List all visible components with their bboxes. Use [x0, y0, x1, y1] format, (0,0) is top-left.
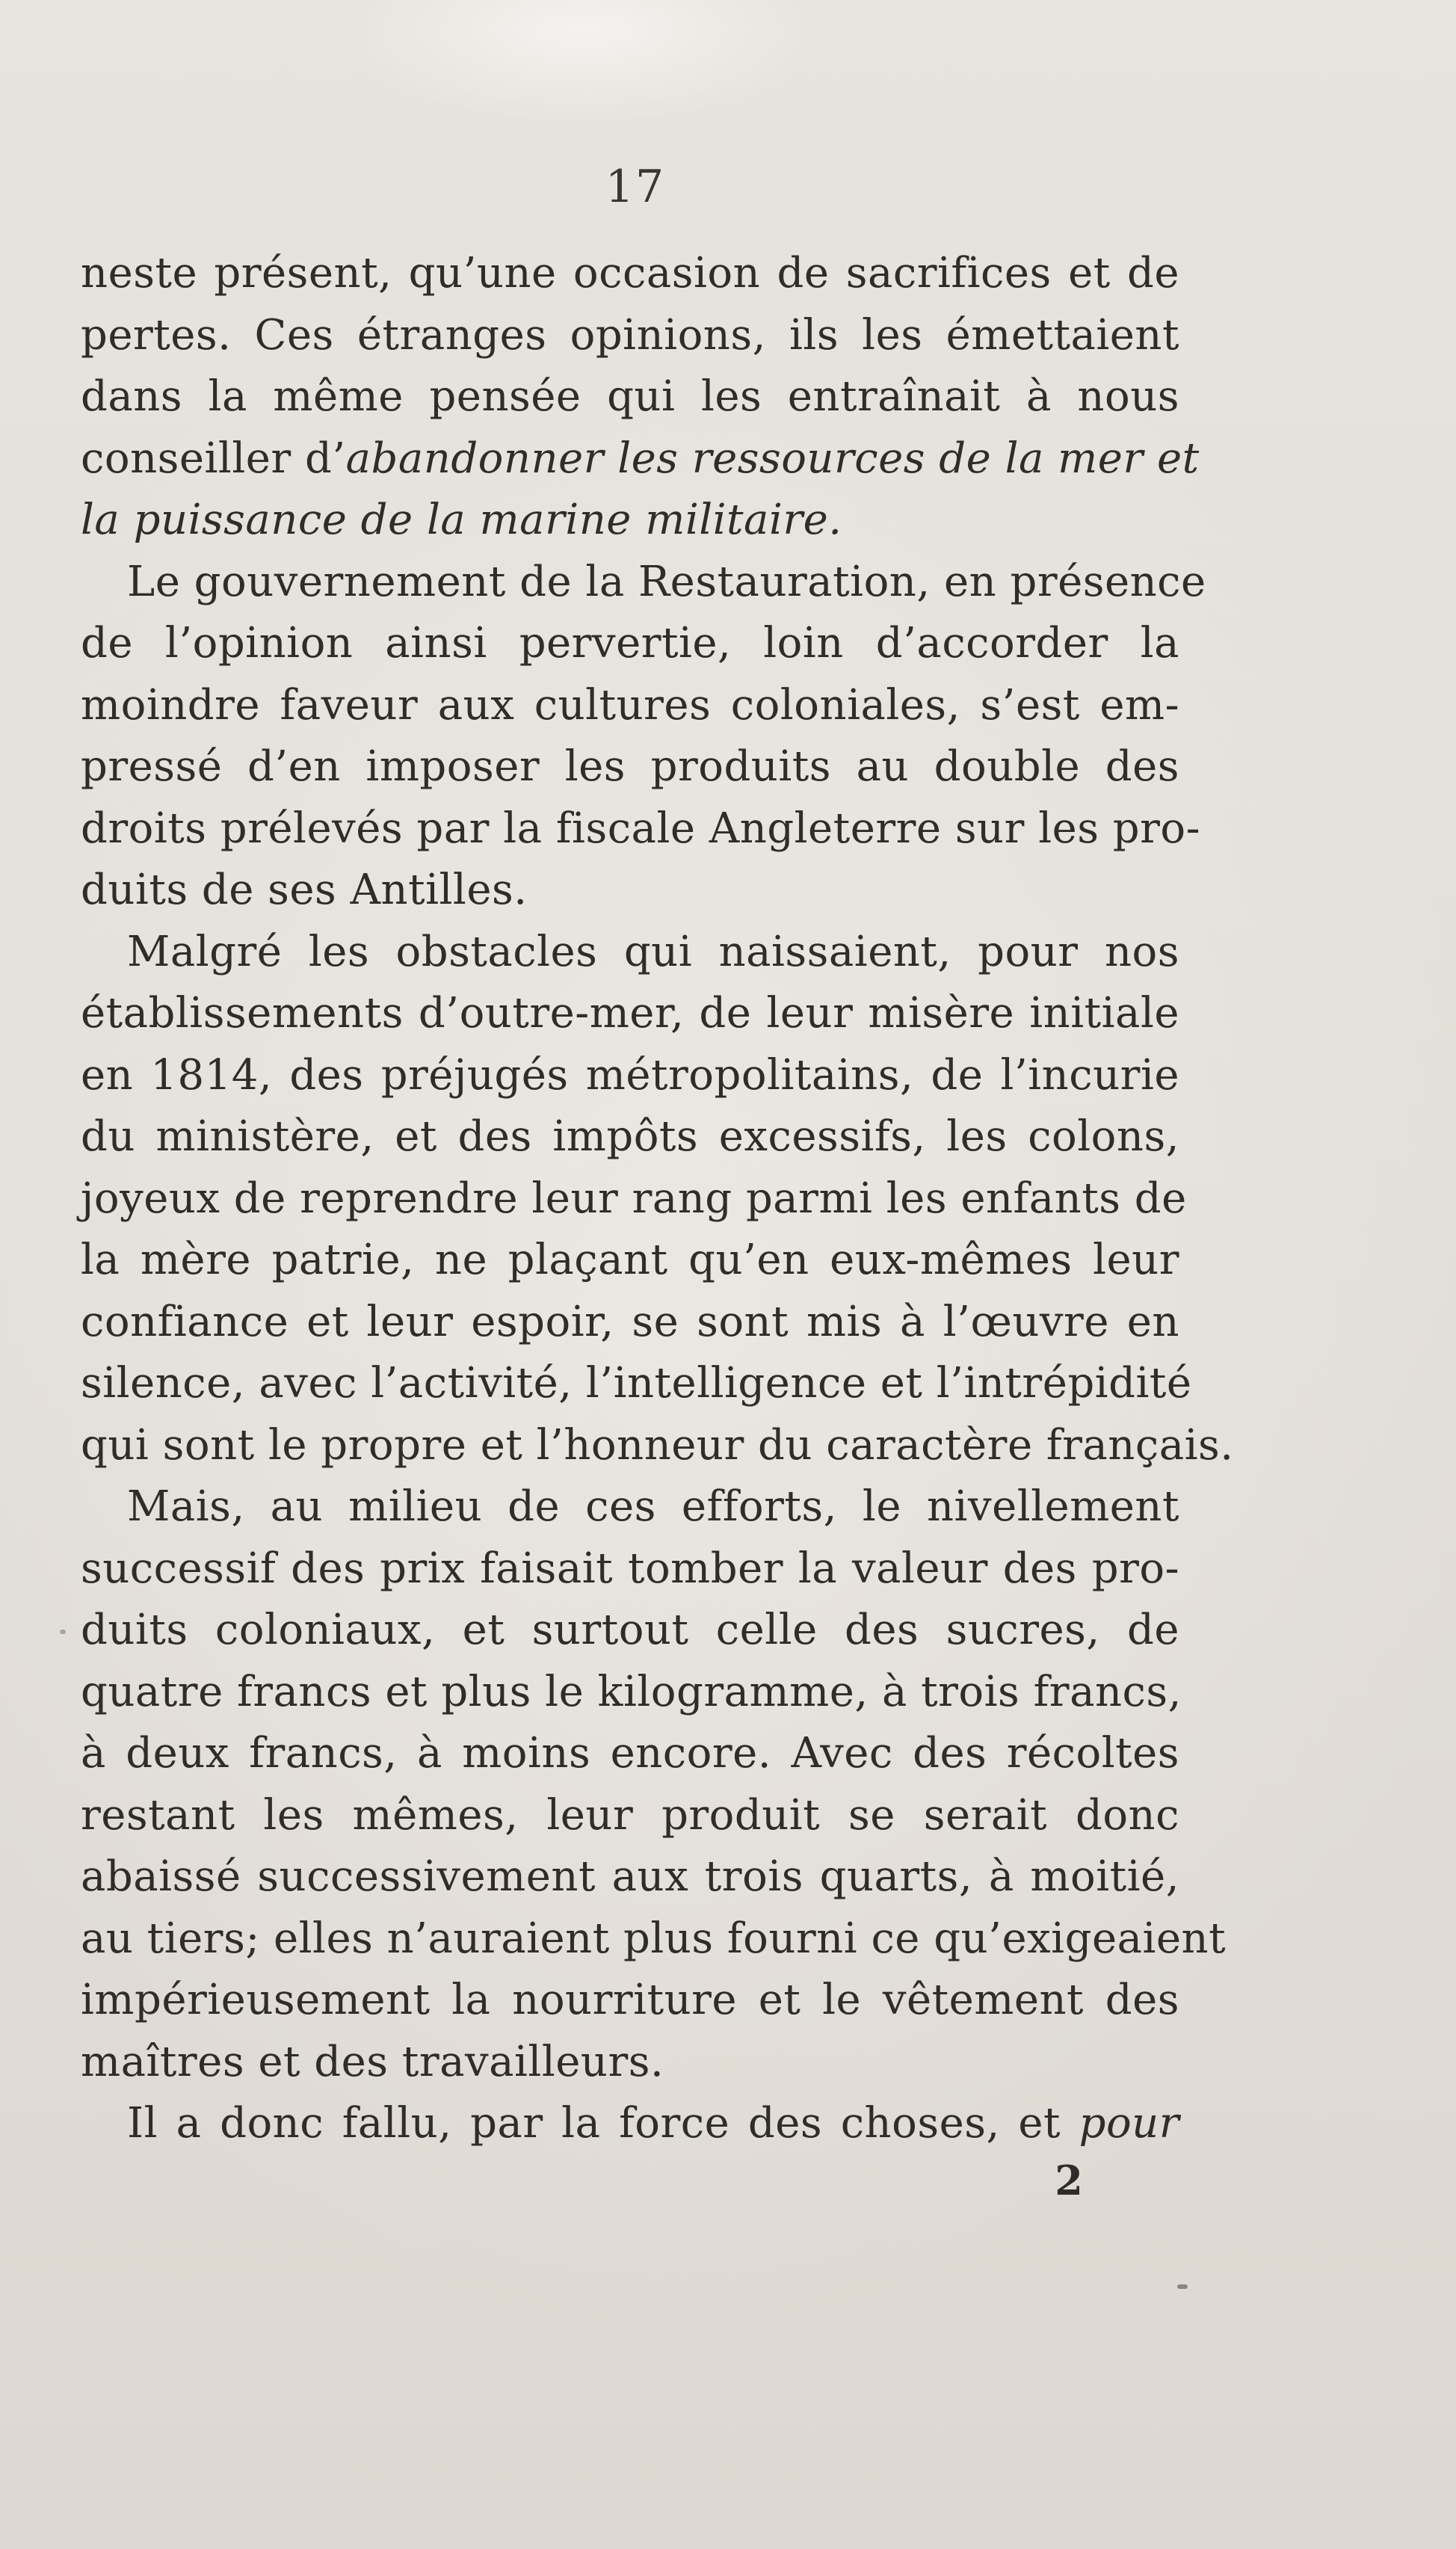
text-run: établissements d’outre-mer, de leur misère initiale — [81, 989, 1179, 1038]
body-text — [81, 243, 1234, 2155]
text-line — [81, 1970, 1179, 2032]
ink-speck — [60, 1630, 66, 1634]
text-run: Il a donc fallu, par la force des choses, et — [127, 2099, 1079, 2148]
text-run: droits prélevés par la fiscale Angleterre sur les pro- — [81, 804, 1201, 853]
text-line — [81, 1476, 1179, 1538]
text-run: confiance et leur espoir, se sont mis à l’œuvre en — [81, 1297, 1179, 1346]
text-run: qui sont le propre et l’honneur du caractère français. — [81, 1420, 1234, 1470]
text-line — [81, 736, 1179, 798]
text-line — [81, 1785, 1179, 1847]
text-line — [81, 1662, 1182, 1724]
text-run: de l’opinion ainsi pervertie, loin d’accorder la — [81, 619, 1179, 668]
text-run: moindre faveur aux cultures coloniales, s’est em- — [81, 680, 1179, 730]
text-run: Mais, au milieu de ces efforts, le nivellement — [127, 1482, 1179, 1531]
text-run: abaissé successivement aux trois quarts, à moitié, — [81, 1852, 1179, 1901]
text-line — [81, 1846, 1179, 1908]
text-line — [81, 490, 1179, 552]
text-line — [81, 860, 1179, 922]
text-run: quatre francs et plus le kilogramme, à trois francs, — [81, 1667, 1182, 1716]
text-line — [81, 366, 1179, 428]
text-run: pertes. Ces étranges opinions, ils les émettaient — [81, 310, 1179, 360]
text-run: en 1814, des préjugés métropolitains, de l’incurie — [81, 1050, 1179, 1100]
text-line — [81, 428, 1200, 490]
text-run: neste présent, qu’une occasion de sacrifices et de — [81, 249, 1179, 298]
text-line — [81, 1168, 1187, 1230]
text-line — [81, 983, 1179, 1045]
text-run: successif des prix faisait tomber la valeur des pro- — [81, 1544, 1179, 1593]
text-line — [81, 2093, 1179, 2155]
text-run: conseiller d’ — [81, 434, 346, 483]
text-run: duits de ses Antilles. — [81, 866, 528, 914]
ink-speck — [1177, 2284, 1188, 2289]
signature-mark: 2 — [1055, 2157, 1083, 2204]
text-line — [81, 798, 1201, 860]
text-line — [81, 1292, 1179, 1354]
text-line — [81, 675, 1179, 737]
text-line — [81, 243, 1179, 305]
text-line — [81, 1908, 1227, 1970]
text-run: duits coloniaux, et surtout celle des sucres, de — [81, 1606, 1179, 1654]
text-run: Le gouvernement de la Restauration, en présence — [127, 557, 1206, 606]
text-line — [81, 552, 1206, 614]
text-run: dans la même pensée qui les entraînait à nous — [81, 372, 1179, 421]
text-run: maîtres et des travailleurs. — [81, 2037, 664, 2086]
text-run: joyeux de reprendre leur rang parmi les enfants de — [81, 1174, 1187, 1223]
text-line — [81, 1600, 1179, 1662]
text-run: la mère patrie, ne plaçant qu’en eux-mêmes leur — [81, 1236, 1179, 1284]
page-number: 17 — [605, 161, 666, 213]
text-run: silence, avec l’activité, l’intelligence et l’intrépidité — [81, 1359, 1192, 1408]
text-line — [81, 1106, 1179, 1168]
text-line — [81, 1230, 1179, 1292]
text-line — [81, 613, 1179, 675]
text-line — [81, 1353, 1192, 1415]
italic-text: la puissance de la marine militaire. — [81, 496, 842, 544]
text-line — [81, 1045, 1179, 1107]
text-run: impérieusement la nourriture et le vêtement des — [81, 1976, 1179, 2024]
text-run: du ministère, et des impôts excessifs, les colons, — [81, 1112, 1179, 1161]
text-line — [81, 305, 1179, 367]
text-run: restant les mêmes, leur produit se serait donc — [81, 1790, 1179, 1840]
text-line — [81, 922, 1179, 984]
text-run: Malgré les obstacles qui naissaient, pour nos — [127, 927, 1179, 976]
text-line — [81, 2032, 1179, 2094]
text-line — [81, 1538, 1179, 1600]
text-run: à deux francs, à moins encore. Avec des récoltes — [81, 1729, 1179, 1778]
text-run: au tiers; elles n’auraient plus fourni ce qu’exigeaient — [81, 1914, 1227, 1963]
text-run: pressé d’en imposer les produits au double des — [81, 742, 1179, 791]
text-line — [81, 1723, 1179, 1785]
italic-text: abandonner les ressources de la mer et — [345, 434, 1200, 483]
text-line — [81, 1415, 1234, 1477]
italic-text: pour — [1079, 2099, 1179, 2148]
